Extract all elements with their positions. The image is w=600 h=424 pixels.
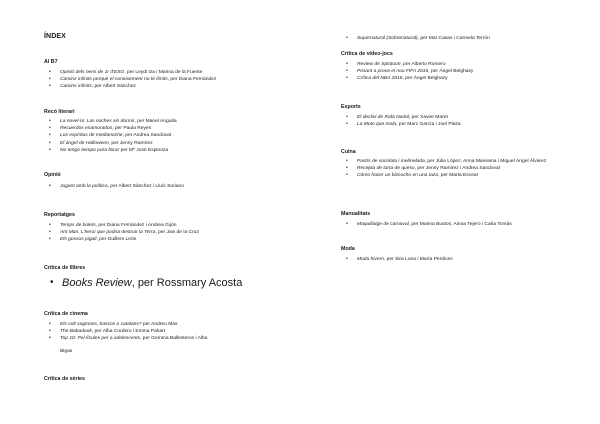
list-item[interactable]: • La Moto que mola, per Marc García i Joel Plaza xyxy=(341,121,461,128)
section-list-esports xyxy=(341,114,461,128)
list-item[interactable]: • Ant Man. L'heroi que podria destruir la Terra, per Javi de la Cruz xyxy=(44,229,199,236)
list-item[interactable]: • Posant a prova el nou FIFA 2016, per Àngel Belghazy xyxy=(341,68,473,75)
list-item[interactable]: • Els volt sogmons, bascos o catalans? per Andreu Mas xyxy=(44,321,207,328)
section-heading-cuina: Cuina xyxy=(341,149,356,155)
list-item[interactable]: • Caminz infinits perquè el coneixement no té límits, per Diana Fernàndez xyxy=(44,76,216,83)
list-item[interactable]: • Camins infinits, per Albert Sánchez xyxy=(44,83,216,90)
section-list-al-b7 xyxy=(44,69,216,91)
list-item-continuation: Bigas xyxy=(60,349,73,354)
section-list-critica-videojocs xyxy=(341,61,473,83)
list-item[interactable]: • The Babadook, per Alba Cordero i Emma Pahart xyxy=(44,328,207,335)
list-item[interactable]: • El declivi de Rafa Nadal, per Xavier Maret xyxy=(341,114,461,121)
list-item[interactable]: • Els gossos pigall, per Guillem León xyxy=(44,236,199,243)
section-heading-critica-videojocs: Crítica de vídeo-jocs xyxy=(341,51,393,57)
list-item[interactable]: • Recepta de tarta de queso, per Jenny Ramírez i Andrea Sandoval xyxy=(341,165,600,172)
list-item[interactable]: • Temps de bolets, per Diana Fernàndez i Andrea Gijón xyxy=(44,222,199,229)
section-list-opinio xyxy=(44,183,184,190)
section-heading-reportatges: Reportatges xyxy=(44,212,75,218)
page-title: ÍNDEX xyxy=(44,33,66,40)
section-list-critica-llibres xyxy=(46,276,242,290)
list-item[interactable]: • Moda hivern, per Sira Luna i María Perdices xyxy=(341,256,453,263)
list-item[interactable]: • Supernatural (Sobrenatural), per Mar Casas i Carmela Terrón xyxy=(341,35,490,42)
list-item[interactable]: • Cómo hacer un bizcocho en una taza, per Marta Escear xyxy=(341,172,600,179)
list-item[interactable]: • La novel·la: Las noches sin dormir, per Manel Anguita xyxy=(44,118,177,125)
list-item[interactable]: • El àngel de Halloween, per Jenny Ramírez xyxy=(44,140,177,147)
section-heading-critica-llibres: Crítica de llibres xyxy=(44,265,86,271)
list-item[interactable]: • Los espíritus de medianoche, per Andrea Sandoval xyxy=(44,132,177,139)
list-item[interactable]: • Pastís de xocolata i melmelada, per Júlia López, Anna Mareama i Miguel Àngel Álvarez xyxy=(341,158,600,165)
section-list-reportatges xyxy=(44,222,199,244)
section-heading-manualitats: Manualitats xyxy=(341,211,371,217)
list-item[interactable]: • Recuerdos enamorados, per Paula Reyes xyxy=(44,125,177,132)
section-heading-opinio: Opinió xyxy=(44,172,61,178)
section-heading-esports: Esports xyxy=(341,104,361,110)
list-item[interactable]: • Opinió dels nens de 1r d'ESO, per Leydi Iza i Marina de la Fuente xyxy=(44,69,216,76)
section-list-critica-cinema xyxy=(44,321,207,343)
section-list-reco-literari xyxy=(44,118,177,154)
section-list-critica-series-continued xyxy=(341,35,490,42)
section-heading-moda: Moda xyxy=(341,246,355,252)
list-item[interactable]: • Crítica del NBA 2016, per Àngel Belghazy xyxy=(341,75,473,82)
section-heading-critica-cinema: Crítica de cinema xyxy=(44,311,88,317)
list-item[interactable]: • Jugant amb la política, per Albert Sànchez i Lluís Soriano xyxy=(44,183,184,190)
section-list-cuina xyxy=(341,158,600,180)
section-heading-reco-literari: Recó literari xyxy=(44,109,75,115)
section-list-manualitats xyxy=(341,221,512,228)
list-item[interactable]: • Maquillatge de carnaval, per Marina Bustos, Ainoa Tejero i Carla Tomàs xyxy=(341,221,512,228)
list-item[interactable]: • Top 10: Pel·lícules per a adolescents, per Gemma Ballesteros i Alba xyxy=(44,335,207,342)
list-item[interactable]: • Review de Splatoon, per Alberto Romero xyxy=(341,61,473,68)
section-heading-critica-series: Crítica de sèries xyxy=(44,376,85,382)
section-list-moda xyxy=(341,256,453,263)
section-heading-al-b7: Al B7 xyxy=(44,59,58,65)
list-item[interactable]: • Books Review, per Rossmary Acosta xyxy=(46,276,242,290)
list-item[interactable]: • No tengo tiempo para llorar per Mª José Espinoza xyxy=(44,147,177,154)
